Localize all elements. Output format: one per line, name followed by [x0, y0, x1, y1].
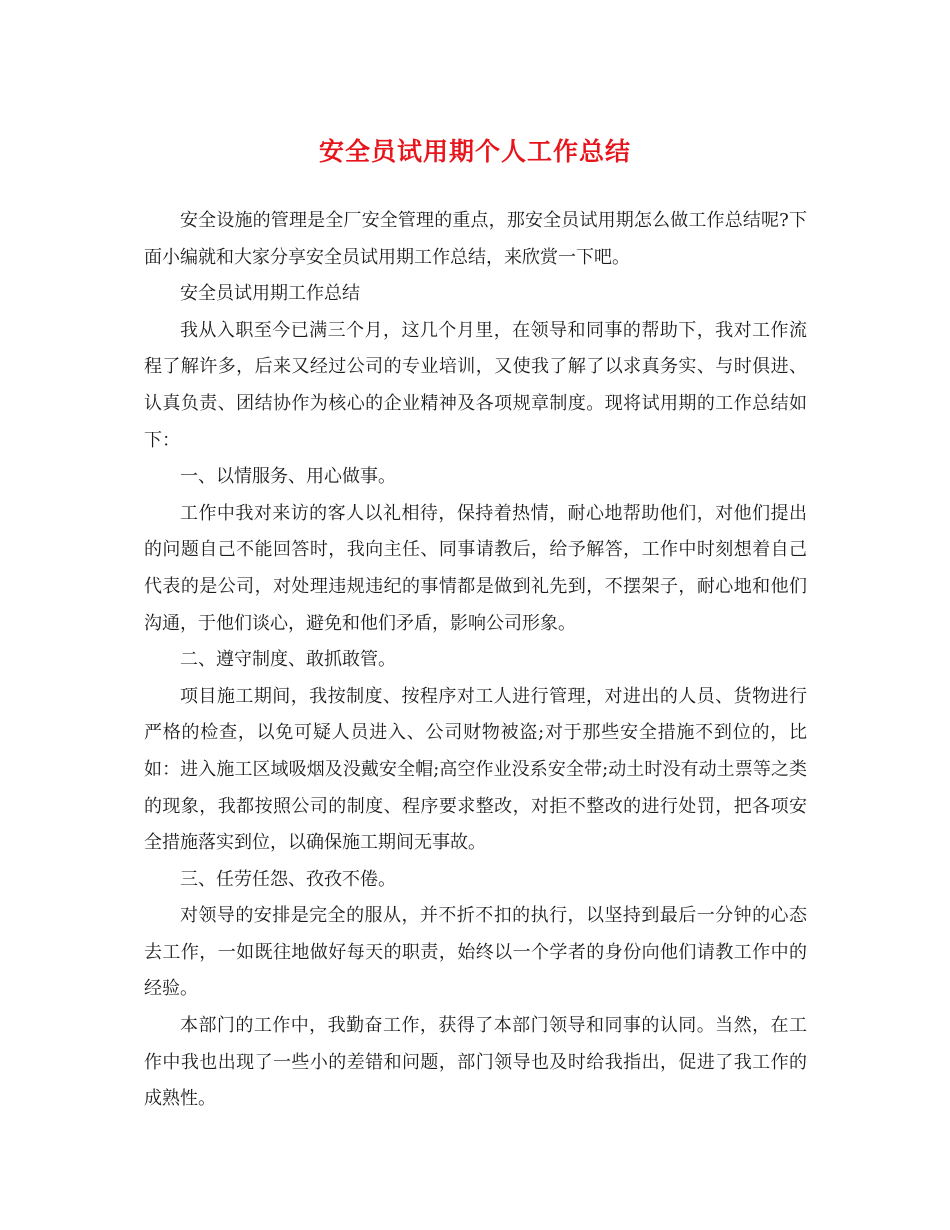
section-3-paragraph: 对领导的安排是完全的服从，并不折不扣的执行，以坚持到最后一分钟的心态去工作，一如既往地做好每天的职责，始终以一个学者的身份向他们请教工作中的经验。 [144, 905, 807, 1000]
section-2-paragraph: 项目施工期间，我按制度、按程序对工人进行管理，对进出的人员、货物进行严格的检查，以免可疑人员进入、公司财物被盗;对于那些安全措施不到位的，比如：进入施工区域吸烟及没戴安全帽;高空作业没系安全带;动土时没有动土票等之类的现象，我都按照公司的制度、程序要求整改，对拒不整改的进行处罚，把各项安全措施落实到位，以确保施工期间无事故。 [144, 685, 807, 854]
section-1-paragraph: 工作中我对来访的客人以礼相待，保持着热情，耐心地帮助他们，对他们提出的问题自己不能回答时，我向主任、同事请教后，给予解答，工作中时刻想着自己代表的是公司，对处理违规违纪的事情都是做到礼先到，不摆架子，耐心地和他们沟通，于他们谈心，避免和他们矛盾，影响公司形象。 [144, 502, 807, 634]
section-heading-1: 一、以情服务、用心做事。 [180, 466, 396, 488]
subtitle-paragraph: 安全员试用期工作总结 [180, 283, 360, 305]
section-heading-2: 二、遵守制度、敢抓敢管。 [180, 649, 396, 671]
section-heading-3: 三、任劳任怨、孜孜不倦。 [180, 868, 396, 890]
closing-paragraph: 本部门的工作中，我勤奋工作，获得了本部门领导和同事的认同。当然，在工作中我也出现了一些小的差错和问题，部门领导也及时给我指出，促进了我工作的成熟性。 [144, 1015, 807, 1110]
opening-paragraph: 我从入职至今已满三个月，这几个月里，在领导和同事的帮助下，我对工作流程了解许多，后来又经过公司的专业培训，又使我了解了以求真务实、与时俱进、认真负责、团结协作为核心的企业精神及各项规章制度。现将试用期的工作总结如下： [144, 319, 807, 451]
intro-paragraph: 安全设施的管理是全厂安全管理的重点，那安全员试用期怎么做工作总结呢?下面小编就和大家分享安全员试用期工作总结，来欣赏一下吧。 [144, 210, 807, 268]
document-body [144, 203, 807, 1118]
document-title: 安全员试用期个人工作总结 [318, 137, 631, 166]
